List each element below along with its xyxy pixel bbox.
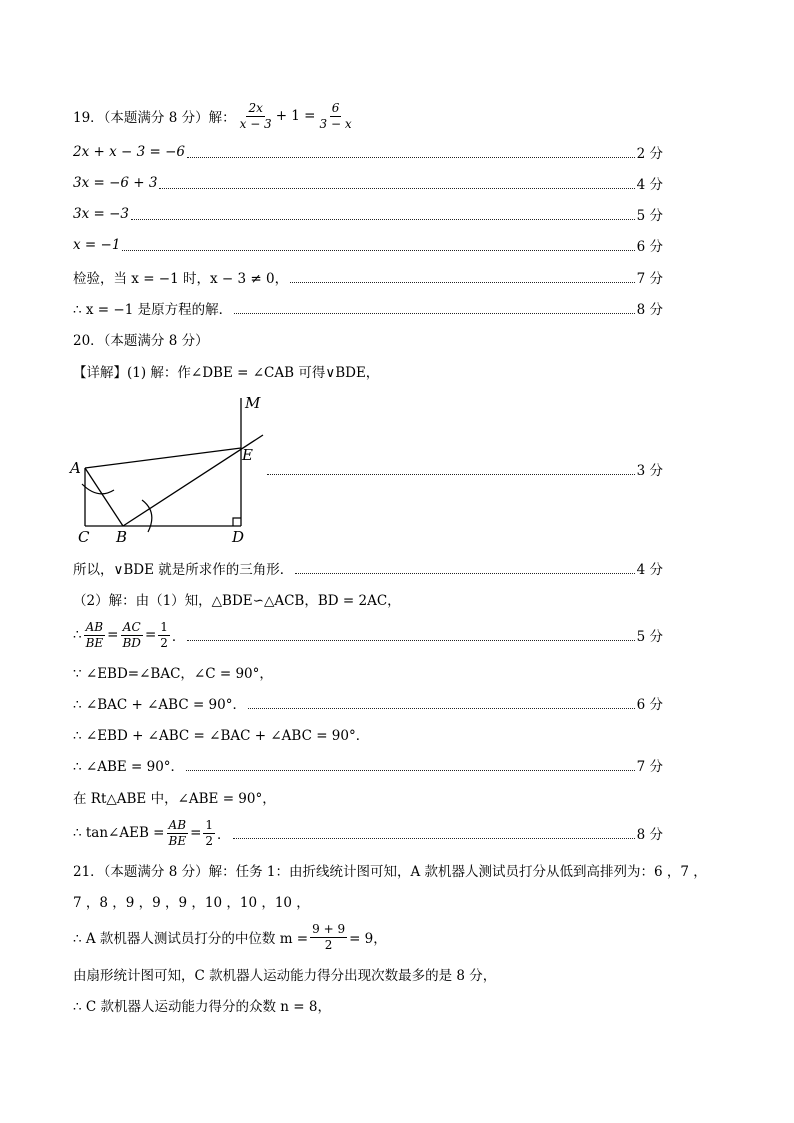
dot-leader [131, 218, 635, 220]
q20-part2-line [73, 586, 663, 612]
dot-leader [233, 837, 635, 839]
q20-tan-line: ∴ tan∠AEB = $\frac{AB}{BE}$ = $\frac{1}{2}$ ． 8 分 [73, 817, 663, 848]
step-score: 5 分 [636, 208, 663, 224]
sum1-text: ∴ ∠BAC + ∠ABC = 90°． [73, 697, 246, 713]
geometry-figure [60, 390, 280, 550]
q21-text-2: 7 ，8 ，9 ，9 ，9 ，10 ，10 ，10 ， [73, 895, 310, 911]
label-e: E [242, 446, 253, 464]
q19-step-6 [73, 295, 663, 321]
q20-sum1-line [73, 690, 663, 716]
step-score: 4 分 [636, 177, 663, 193]
median-prefix: ∴ A 款机器人测试员打分的中位数 m = [73, 931, 309, 947]
frac-den: BD [122, 635, 141, 650]
q19-header: 19．（本题满分 8 分）解： [73, 110, 236, 126]
q20-header: 20．（本题满分 8 分） [73, 333, 209, 349]
ratio-fraction-3 [158, 620, 170, 651]
step-text: ∴ x = −1 是原方程的解． [73, 302, 233, 318]
q19-step-5 [73, 264, 663, 290]
q20-detail: 【详解】(1) 解：作∠DBE = ∠CAB 可得∨BDE， [73, 365, 380, 381]
ratio-score: 5 分 [636, 629, 663, 645]
frac-den: BE [168, 833, 187, 848]
frac-den: 2 [324, 937, 333, 952]
arc-at-b [142, 500, 152, 532]
q20-header-line [73, 326, 663, 352]
median-suffix: = 9， [349, 931, 387, 947]
q21-text-1: 21．（本题满分 8 分）解：任务 1：由折线统计图可知，A 款机器人测试员打分从低到高排列为：6 ，7 ， [73, 864, 707, 880]
q21-line-1 [73, 857, 723, 883]
q19-step-4 [73, 232, 663, 258]
q20-figure-score-line [265, 456, 663, 482]
line-ab [85, 468, 123, 526]
abe-score: 7 分 [636, 759, 663, 775]
frac-num: 1 [160, 619, 168, 634]
step-text: 2x + x − 3 = −6 [73, 144, 185, 160]
step-score: 8 分 [636, 302, 663, 318]
q19-frac2-den: 3 − x [319, 116, 352, 131]
frac-num: 9 + 9 [312, 921, 346, 936]
figure-score: 3 分 [636, 463, 663, 479]
dot-leader [290, 281, 635, 283]
dot-leader [267, 473, 635, 475]
dot-leader [186, 769, 635, 771]
sum1-score: 6 分 [636, 697, 663, 713]
label-c: C [78, 528, 90, 546]
q21-pie-text: 由扇形统计图可知，C 款机器人运动能力得分出现次数最多的是 8 分， [73, 968, 497, 984]
dot-leader [187, 639, 634, 641]
q20-rt-line [73, 784, 663, 810]
so-score: 4 分 [636, 562, 663, 578]
frac-num: AB [168, 817, 187, 832]
therefore-symbol: ∴ [73, 627, 82, 643]
median-fraction [310, 922, 347, 953]
q19-step-3 [73, 201, 663, 227]
q20-part2-text: （2）解：由（1）知，△BDE∽△ACB，BD = 2AC， [73, 593, 401, 609]
frac-den: 2 [205, 833, 214, 848]
step-score: 6 分 [636, 239, 663, 255]
q20-abe-line [73, 752, 663, 778]
step-text: 3x = −6 + 3 [73, 175, 158, 191]
q21-pie-line [73, 961, 663, 987]
rt-text: 在 Rt△ABE 中，∠ABE = 90°， [73, 791, 276, 807]
sum2-text: ∴ ∠EBD + ∠ABC = ∠BAC + ∠ABC = 90°． [73, 728, 370, 744]
step-text: x = −1 [73, 237, 121, 253]
q19-fraction-2 [318, 101, 354, 132]
dot-leader [248, 707, 635, 709]
tan-fraction-2 [203, 818, 215, 849]
label-d: D [232, 528, 245, 546]
frac-num: AB [85, 619, 104, 634]
q19-fraction-1 [238, 101, 274, 132]
step-text: 检验，当 x = −1 时，x − 3 ≠ 0， [73, 271, 289, 287]
step-score: 2 分 [636, 146, 663, 162]
q19-header-line [73, 100, 663, 131]
q19-frac2-num: 6 [331, 100, 340, 115]
q21-median-line [73, 922, 663, 952]
q20-detail-line [73, 358, 663, 384]
dot-leader [234, 312, 635, 314]
tan-fraction-1 [167, 818, 189, 849]
dot-leader [159, 187, 634, 189]
dot-leader [187, 156, 635, 158]
right-angle-mark [233, 518, 241, 526]
label-m: M [245, 394, 261, 412]
q20-so-line [73, 555, 663, 581]
abe-text: ∴ ∠ABE = 90°． [73, 759, 185, 775]
tan-prefix: ∴ tan∠AEB = [73, 825, 165, 841]
ratio-fraction-1 [84, 620, 106, 651]
q19-frac1-num: 2x [248, 100, 263, 115]
frac-num: AC [122, 619, 141, 634]
q20-because-line [73, 659, 663, 685]
frac-num: 1 [205, 817, 214, 832]
q19-step-1 [73, 139, 663, 165]
because-text: ∵ ∠EBD=∠BAC，∠C = 90°， [73, 666, 273, 682]
dot-leader [122, 249, 634, 251]
step-text: 3x = −3 [73, 206, 129, 222]
q21-line-2 [73, 888, 663, 914]
q20-so-text: 所以，∨BDE 就是所求作的三角形． [73, 562, 294, 578]
tan-score: 8 分 [636, 827, 663, 843]
q21-mode-line [73, 992, 663, 1018]
ratio-fraction-2 [120, 620, 142, 651]
dot-leader [295, 572, 634, 574]
q20-ratio-line: ∴ $\frac{AB}{BE}$ = $\frac{AC}{BD}$ = $\frac{1}{2}$ ． 5 分 [73, 619, 663, 650]
frac-den: BE [85, 635, 104, 650]
q19-step-2 [73, 170, 663, 196]
q20-sum2-line [73, 721, 663, 747]
q19-frac1-den: x − 3 [239, 116, 272, 131]
label-b: B [116, 528, 128, 546]
q21-mode-text: ∴ C 款机器人运动能力得分的众数 n = 8， [73, 999, 331, 1015]
step-score: 7 分 [636, 271, 663, 287]
q19-eq-mid: + 1 = [275, 108, 316, 124]
label-a: A [70, 459, 81, 477]
frac-den: 2 [160, 635, 168, 650]
